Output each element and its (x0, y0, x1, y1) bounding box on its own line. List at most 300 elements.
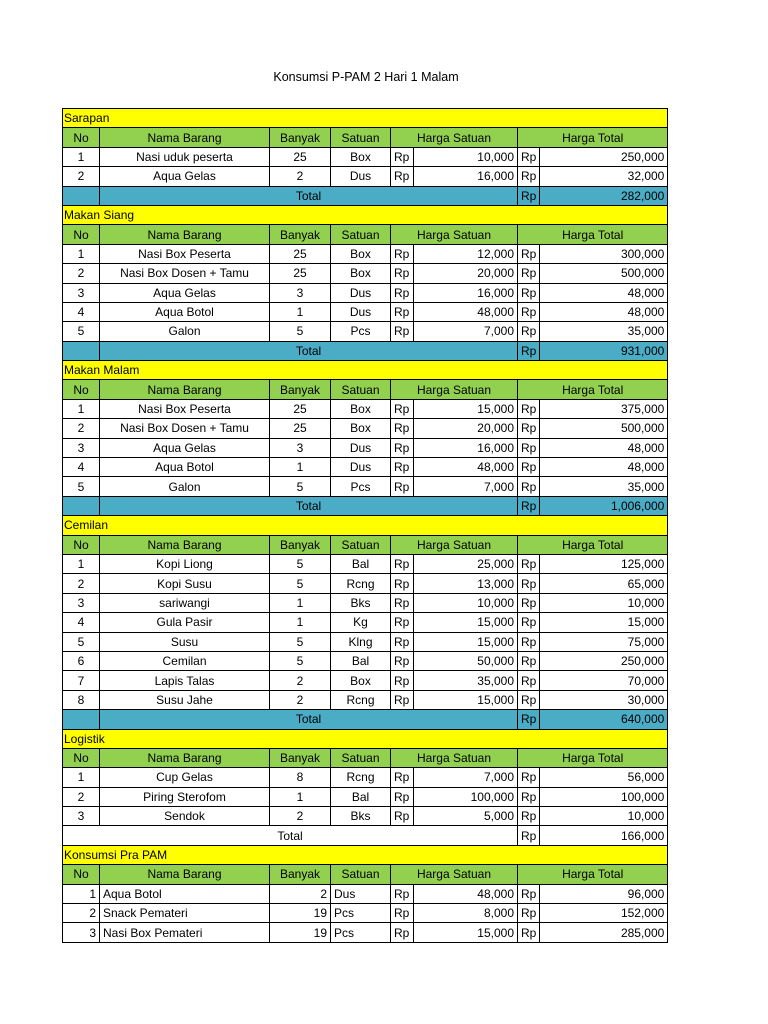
item-quantity: 5 (270, 651, 331, 670)
row-number: 2 (63, 574, 100, 593)
table-row (63, 167, 668, 186)
item-name: Aqua Gelas (100, 283, 270, 302)
section-title: Cemilan (63, 516, 668, 535)
table-row (63, 399, 668, 418)
row-number: 3 (63, 438, 100, 457)
currency-label: Rp (518, 807, 540, 826)
item-unit: Bks (331, 807, 391, 826)
row-number: 2 (63, 264, 100, 283)
column-header-satuan: Satuan (331, 865, 391, 884)
row-number: 2 (63, 419, 100, 438)
item-name: Sendok (100, 807, 270, 826)
unit-price: 16,000 (414, 438, 518, 457)
currency-label: Rp (518, 419, 540, 438)
item-unit: Dus (331, 438, 391, 457)
item-unit: Bal (331, 651, 391, 670)
row-number: 1 (63, 884, 100, 903)
column-header-harga-satuan: Harga Satuan (391, 380, 518, 399)
row-number: 3 (63, 593, 100, 612)
currency-label: Rp (391, 671, 414, 690)
currency-label: Rp (518, 477, 540, 496)
item-quantity: 1 (270, 613, 331, 632)
item-unit: Dus (331, 283, 391, 302)
item-name: Gula Pasir (100, 613, 270, 632)
column-header-no: No (63, 128, 100, 147)
currency-label: Rp (391, 302, 414, 321)
line-total: 500,000 (540, 264, 668, 283)
table-row (63, 651, 668, 670)
section-grand-total: 166,000 (540, 826, 668, 845)
unit-price: 48,000 (414, 884, 518, 903)
column-header-no: No (63, 748, 100, 767)
table-row (63, 613, 668, 632)
column-header-satuan: Satuan (331, 380, 391, 399)
table-row (63, 419, 668, 438)
currency-label: Rp (391, 787, 414, 806)
total-spacer (63, 496, 100, 515)
item-name: Lapis Talas (100, 671, 270, 690)
line-total: 96,000 (540, 884, 668, 903)
section-title-row (63, 361, 668, 380)
line-total: 100,000 (540, 787, 668, 806)
column-header-nama: Nama Barang (100, 535, 270, 554)
column-header-nama: Nama Barang (100, 225, 270, 244)
item-quantity: 25 (270, 244, 331, 263)
unit-price: 8,000 (414, 904, 518, 923)
currency-label: Rp (391, 690, 414, 709)
item-quantity: 1 (270, 593, 331, 612)
total-row (63, 341, 668, 360)
column-header-harga-total: Harga Total (518, 748, 668, 767)
currency-label: Rp (518, 768, 540, 787)
table-row (63, 322, 668, 341)
column-header-no: No (63, 865, 100, 884)
currency-label: Rp (391, 399, 414, 418)
table-row (63, 477, 668, 496)
item-name: Aqua Botol (100, 458, 270, 477)
unit-price: 48,000 (414, 458, 518, 477)
unit-price: 35,000 (414, 671, 518, 690)
item-name: Aqua Gelas (100, 167, 270, 186)
item-name: Piring Sterofom (100, 787, 270, 806)
section-title-row (63, 729, 668, 748)
item-unit: Bal (331, 554, 391, 573)
section-title-row (63, 845, 668, 864)
currency-label: Rp (391, 904, 414, 923)
currency-label: Rp (391, 419, 414, 438)
currency-label: Rp (518, 826, 540, 845)
unit-price: 15,000 (414, 690, 518, 709)
section-title-row (63, 205, 668, 224)
currency-label: Rp (391, 167, 414, 186)
item-name: Galon (100, 477, 270, 496)
table-row (63, 458, 668, 477)
section-title: Logistik (63, 729, 668, 748)
row-number: 1 (63, 244, 100, 263)
row-number: 2 (63, 167, 100, 186)
unit-price: 7,000 (414, 322, 518, 341)
line-total: 48,000 (540, 458, 668, 477)
line-total: 250,000 (540, 651, 668, 670)
unit-price: 15,000 (414, 923, 518, 942)
unit-price: 12,000 (414, 244, 518, 263)
line-total: 152,000 (540, 904, 668, 923)
header-row (63, 748, 668, 767)
total-label: Total (100, 341, 518, 360)
currency-label: Rp (391, 923, 414, 942)
row-number: 8 (63, 690, 100, 709)
column-header-banyak: Banyak (270, 748, 331, 767)
item-name: Nasi Box Pemateri (100, 923, 270, 942)
line-total: 125,000 (540, 554, 668, 573)
column-header-harga-satuan: Harga Satuan (391, 748, 518, 767)
item-quantity: 5 (270, 574, 331, 593)
column-header-no: No (63, 225, 100, 244)
currency-label: Rp (518, 904, 540, 923)
currency-label: Rp (518, 496, 540, 515)
row-number: 4 (63, 613, 100, 632)
currency-label: Rp (518, 710, 540, 729)
item-unit: Box (331, 671, 391, 690)
table-row (63, 438, 668, 457)
table-row (63, 302, 668, 321)
currency-label: Rp (391, 147, 414, 166)
column-header-no: No (63, 535, 100, 554)
line-total: 30,000 (540, 690, 668, 709)
column-header-nama: Nama Barang (100, 865, 270, 884)
line-total: 300,000 (540, 244, 668, 263)
table-row (63, 244, 668, 263)
section-title-row (63, 516, 668, 535)
item-name: Cup Gelas (100, 768, 270, 787)
table-row (63, 574, 668, 593)
currency-label: Rp (518, 283, 540, 302)
column-header-harga-total: Harga Total (518, 128, 668, 147)
unit-price: 15,000 (414, 632, 518, 651)
unit-price: 48,000 (414, 302, 518, 321)
line-total: 70,000 (540, 671, 668, 690)
item-unit: Dus (331, 458, 391, 477)
header-row (63, 865, 668, 884)
item-unit: Box (331, 147, 391, 166)
column-header-banyak: Banyak (270, 128, 331, 147)
currency-label: Rp (391, 632, 414, 651)
column-header-harga-satuan: Harga Satuan (391, 128, 518, 147)
item-name: Nasi Box Peserta (100, 244, 270, 263)
unit-price: 7,000 (414, 477, 518, 496)
page-title: Konsumsi P-PAM 2 Hari 1 Malam (273, 70, 459, 84)
item-quantity: 25 (270, 399, 331, 418)
row-number: 2 (63, 904, 100, 923)
item-quantity: 1 (270, 302, 331, 321)
column-header-harga-total: Harga Total (518, 380, 668, 399)
column-header-banyak: Banyak (270, 380, 331, 399)
currency-label: Rp (518, 632, 540, 651)
currency-label: Rp (518, 244, 540, 263)
total-row (63, 826, 668, 845)
section-grand-total: 1,006,000 (540, 496, 668, 515)
currency-label: Rp (391, 554, 414, 573)
unit-price: 20,000 (414, 264, 518, 283)
column-header-satuan: Satuan (331, 748, 391, 767)
currency-label: Rp (391, 613, 414, 632)
currency-label: Rp (391, 768, 414, 787)
column-header-harga-satuan: Harga Satuan (391, 865, 518, 884)
currency-label: Rp (518, 438, 540, 457)
currency-label: Rp (518, 341, 540, 360)
row-number: 6 (63, 651, 100, 670)
currency-label: Rp (518, 613, 540, 632)
item-name: Aqua Gelas (100, 438, 270, 457)
line-total: 10,000 (540, 807, 668, 826)
item-unit: Klng (331, 632, 391, 651)
section-title: Sarapan (63, 109, 668, 128)
table-row (63, 632, 668, 651)
item-quantity: 2 (270, 671, 331, 690)
section-title: Makan Siang (63, 205, 668, 224)
line-total: 15,000 (540, 613, 668, 632)
item-unit: Box (331, 244, 391, 263)
currency-label: Rp (391, 574, 414, 593)
item-name: Galon (100, 322, 270, 341)
row-number: 4 (63, 458, 100, 477)
total-label: Total (100, 710, 518, 729)
currency-label: Rp (518, 574, 540, 593)
column-header-satuan: Satuan (331, 128, 391, 147)
currency-label: Rp (518, 923, 540, 942)
item-unit: Bks (331, 593, 391, 612)
table-row (63, 787, 668, 806)
table-row (63, 554, 668, 573)
column-header-harga-satuan: Harga Satuan (391, 535, 518, 554)
column-header-banyak: Banyak (270, 865, 331, 884)
item-unit: Pcs (331, 923, 391, 942)
currency-label: Rp (518, 186, 540, 205)
header-row (63, 225, 668, 244)
table-row (63, 264, 668, 283)
row-number: 5 (63, 477, 100, 496)
item-quantity: 2 (270, 167, 331, 186)
row-number: 3 (63, 807, 100, 826)
header-row (63, 128, 668, 147)
item-unit: Dus (331, 302, 391, 321)
item-unit: Rcng (331, 690, 391, 709)
unit-price: 100,000 (414, 787, 518, 806)
row-number: 1 (63, 147, 100, 166)
item-name: Nasi Box Peserta (100, 399, 270, 418)
unit-price: 15,000 (414, 613, 518, 632)
currency-label: Rp (518, 554, 540, 573)
item-unit: Pcs (331, 322, 391, 341)
column-header-harga-total: Harga Total (518, 865, 668, 884)
currency-label: Rp (391, 322, 414, 341)
currency-label: Rp (391, 593, 414, 612)
unit-price: 16,000 (414, 283, 518, 302)
item-unit: Pcs (331, 477, 391, 496)
item-unit: Bal (331, 787, 391, 806)
currency-label: Rp (391, 651, 414, 670)
item-unit: Pcs (331, 904, 391, 923)
table-row (63, 904, 668, 923)
column-header-banyak: Banyak (270, 535, 331, 554)
currency-label: Rp (518, 458, 540, 477)
currency-label: Rp (391, 283, 414, 302)
item-unit: Box (331, 264, 391, 283)
column-header-satuan: Satuan (331, 225, 391, 244)
table-row (63, 768, 668, 787)
item-quantity: 2 (270, 807, 331, 826)
currency-label: Rp (518, 593, 540, 612)
row-number: 7 (63, 671, 100, 690)
line-total: 48,000 (540, 302, 668, 321)
item-quantity: 1 (270, 458, 331, 477)
table-row (63, 147, 668, 166)
total-spacer (63, 710, 100, 729)
item-quantity: 8 (270, 768, 331, 787)
currency-label: Rp (518, 884, 540, 903)
currency-label: Rp (518, 651, 540, 670)
currency-label: Rp (391, 264, 414, 283)
currency-label: Rp (391, 884, 414, 903)
total-row (63, 496, 668, 515)
item-quantity: 5 (270, 322, 331, 341)
item-unit: Rcng (331, 768, 391, 787)
table-row (63, 884, 668, 903)
column-header-harga-total: Harga Total (518, 535, 668, 554)
line-total: 250,000 (540, 147, 668, 166)
section-title-row (63, 109, 668, 128)
section-title: Konsumsi Pra PAM (63, 845, 668, 864)
column-header-no: No (63, 380, 100, 399)
section-grand-total: 931,000 (540, 341, 668, 360)
unit-price: 20,000 (414, 419, 518, 438)
column-header-nama: Nama Barang (100, 128, 270, 147)
line-total: 65,000 (540, 574, 668, 593)
item-unit: Box (331, 419, 391, 438)
row-number: 1 (63, 768, 100, 787)
line-total: 500,000 (540, 419, 668, 438)
column-header-nama: Nama Barang (100, 380, 270, 399)
unit-price: 16,000 (414, 167, 518, 186)
section-grand-total: 282,000 (540, 186, 668, 205)
table-row (63, 807, 668, 826)
line-total: 75,000 (540, 632, 668, 651)
currency-label: Rp (518, 302, 540, 321)
item-quantity: 5 (270, 632, 331, 651)
item-quantity: 19 (270, 904, 331, 923)
currency-label: Rp (391, 438, 414, 457)
total-spacer (63, 341, 100, 360)
item-name: Kopi Susu (100, 574, 270, 593)
item-quantity: 5 (270, 477, 331, 496)
item-name: Aqua Botol (100, 302, 270, 321)
item-unit: Dus (331, 884, 391, 903)
line-total: 35,000 (540, 322, 668, 341)
currency-label: Rp (391, 477, 414, 496)
row-number: 5 (63, 632, 100, 651)
line-total: 10,000 (540, 593, 668, 612)
item-name: Susu (100, 632, 270, 651)
table-row (63, 593, 668, 612)
line-total: 285,000 (540, 923, 668, 942)
table-row (63, 671, 668, 690)
unit-price: 13,000 (414, 574, 518, 593)
item-name: Nasi uduk peserta (100, 147, 270, 166)
total-label: Total (100, 496, 518, 515)
total-label: Total (63, 826, 518, 845)
line-total: 48,000 (540, 438, 668, 457)
item-name: sariwangi (100, 593, 270, 612)
item-quantity: 2 (270, 884, 331, 903)
item-quantity: 25 (270, 264, 331, 283)
line-total: 35,000 (540, 477, 668, 496)
item-quantity: 2 (270, 690, 331, 709)
total-row (63, 710, 668, 729)
header-row (63, 380, 668, 399)
item-name: Snack Pemateri (100, 904, 270, 923)
item-quantity: 3 (270, 283, 331, 302)
table-row (63, 923, 668, 942)
section-grand-total: 640,000 (540, 710, 668, 729)
currency-label: Rp (518, 671, 540, 690)
unit-price: 15,000 (414, 399, 518, 418)
line-total: 56,000 (540, 768, 668, 787)
currency-label: Rp (518, 399, 540, 418)
item-name: Nasi Box Dosen + Tamu (100, 419, 270, 438)
header-row (63, 535, 668, 554)
unit-price: 5,000 (414, 807, 518, 826)
item-name: Cemilan (100, 651, 270, 670)
row-number: 5 (63, 322, 100, 341)
item-quantity: 5 (270, 554, 331, 573)
line-total: 375,000 (540, 399, 668, 418)
unit-price: 50,000 (414, 651, 518, 670)
item-name: Nasi Box Dosen + Tamu (100, 264, 270, 283)
row-number: 1 (63, 554, 100, 573)
currency-label: Rp (391, 244, 414, 263)
currency-label: Rp (518, 167, 540, 186)
row-number: 2 (63, 787, 100, 806)
item-quantity: 19 (270, 923, 331, 942)
line-total: 32,000 (540, 167, 668, 186)
table-row (63, 283, 668, 302)
unit-price: 25,000 (414, 554, 518, 573)
currency-label: Rp (518, 322, 540, 341)
row-number: 3 (63, 923, 100, 942)
item-unit: Box (331, 399, 391, 418)
item-name: Aqua Botol (100, 884, 270, 903)
item-quantity: 1 (270, 787, 331, 806)
total-row (63, 186, 668, 205)
consumption-table (62, 108, 668, 943)
currency-label: Rp (518, 264, 540, 283)
column-header-nama: Nama Barang (100, 748, 270, 767)
currency-label: Rp (391, 807, 414, 826)
item-name: Kopi Liong (100, 554, 270, 573)
item-unit: Rcng (331, 574, 391, 593)
item-quantity: 3 (270, 438, 331, 457)
currency-label: Rp (391, 458, 414, 477)
item-quantity: 25 (270, 147, 331, 166)
column-header-satuan: Satuan (331, 535, 391, 554)
currency-label: Rp (518, 690, 540, 709)
column-header-banyak: Banyak (270, 225, 331, 244)
row-number: 4 (63, 302, 100, 321)
section-title: Makan Malam (63, 361, 668, 380)
currency-label: Rp (518, 147, 540, 166)
column-header-harga-satuan: Harga Satuan (391, 225, 518, 244)
table-row (63, 690, 668, 709)
